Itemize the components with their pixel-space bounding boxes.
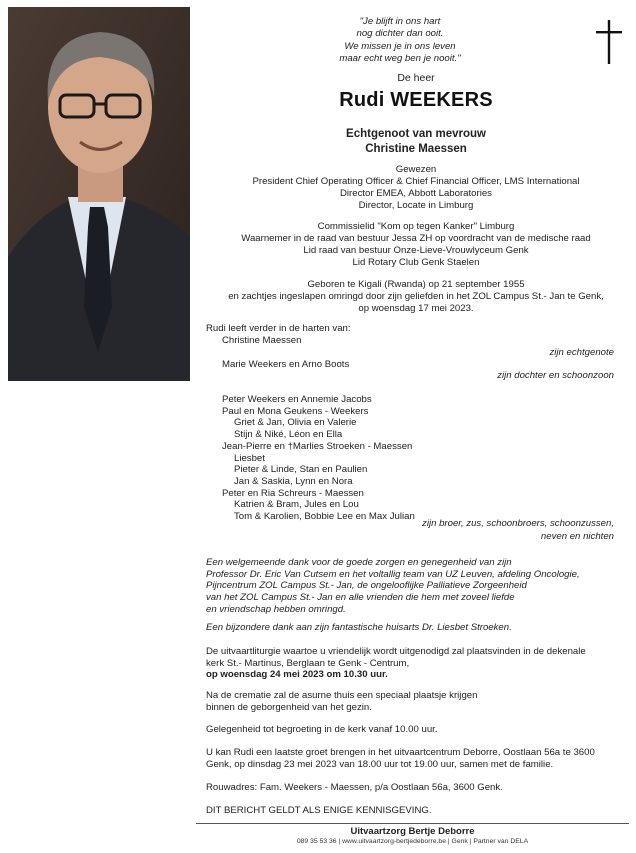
career-line: Director EMEA, Abbott Laboratories [340, 188, 492, 200]
thanks-doctor: Een bijzondere dank aan zijn fantastische huisarts Dr. Liesbet Stroeken. [206, 622, 512, 633]
spouse [205, 127, 627, 157]
function-line: Waarnemer in de raad van bestuur Jessa ZH op voordracht van de medische raad [241, 233, 591, 245]
functions [205, 221, 627, 269]
sibling-line: Tom & Karolien, Bobbie Lee en Max Julian [234, 511, 415, 523]
thanks-paragraph [206, 557, 626, 616]
spouse-line: Christine Maessen [365, 143, 467, 155]
condolence-text: Gelegenheid tot begroeting in de kerk vanaf 10.00 uur. [206, 724, 438, 735]
cremation-line: binnen de geborgenheid van het gezin. [206, 701, 372, 713]
sibling-line: Liesbet [234, 452, 265, 464]
farewell-line: Genk, op dinsdag 23 mei 2023 van 18.00 uur tot 19.00 uur, samen met de familie. [206, 758, 554, 770]
deceased-name: Rudi WEEKERS [339, 89, 493, 111]
footer-contact: 089 35 53 36 | www.uitvaartzorg-bertjedeborre.be | Genk | Partner van DELA [296, 838, 529, 845]
quote-line: maar echt weg ben je nooit." [339, 52, 461, 64]
birth-line: en zachtjes ingeslapen omringd door zijn geliefden in het ZOL Campus St.- Jan te Genk, [228, 291, 604, 303]
birth-death [205, 279, 627, 315]
cremation-paragraph [206, 690, 626, 713]
sibling-line: Katrien & Bram, Jules en Lou [234, 499, 359, 511]
thanks-line: Een welgemeende dank voor de goede zorgen en genegenheid van zijn [206, 557, 512, 568]
thanks-line: en vriendschap hebben omringd. [206, 603, 346, 615]
career-line: President Chief Operating Officer & Chief Financial Officer, LMS International [252, 176, 580, 188]
salutation: De heer [397, 72, 435, 84]
function-line: Lid raad van bestuur Onze-Lieve-Vrouwlyceum Genk [303, 245, 529, 257]
spouse-line: Echtgenoot van mevrouw [346, 128, 486, 140]
thanks-line: Professor Dr. Eric Van Cutsem en het voltallig team van UZ Leuven, afdeling Oncologie, [206, 568, 580, 580]
siblings-role-line: zijn broer, zus, schoonbroers, schoonzussen, [422, 518, 614, 529]
sibling-line: Stijn & Niké, Léon en Ella [234, 429, 343, 441]
career-line: Gewezen [395, 164, 437, 175]
funeral-line: De uitvaartliturgie waartoe u vriendelijk wordt uitgenodigd zal plaatsvinden in de dekenale [206, 646, 586, 657]
siblings-role [380, 518, 614, 543]
cremation-line: Na de crematie zal de asurne thuis een speciaal plaatsje krijgen [206, 690, 478, 701]
career [205, 164, 627, 212]
sibling-line: Jean-Pierre en †Marlies Stroeken - Maessen [222, 440, 413, 452]
birth-line: op woensdag 17 mei 2023. [358, 303, 474, 315]
portrait-photo [8, 7, 190, 381]
sibling-line: Peter en Ria Schreurs - Maessen [222, 487, 364, 499]
family-daughter: Marie Weekers en Arno Boots [222, 359, 350, 370]
quote [300, 16, 500, 65]
footer-divider [196, 823, 629, 824]
function-line: Commissielid "Kom op tegen Kanker" Limburg [317, 221, 515, 232]
farewell-line: U kan Rudi een laatste groet brengen in het uitvaartcentrum Deborre, Oostlaan 56a te 3600 [206, 747, 595, 758]
function-line: Lid Rotary Club Genk Staelen [352, 257, 480, 269]
funeral-date: op woensdag 24 mei 2023 om 10.30 uur. [206, 669, 388, 681]
quote-line: "Je blijft in ons hart [359, 16, 441, 27]
thanks-line: Pijncentrum ZOL Campus St.- Jan, de ongelooflijke Palliatieve Zorgeenheid [206, 580, 527, 592]
thanks-line: van het ZOL Campus St.- Jan en alle vrienden die hem met zoveel liefde [206, 592, 515, 604]
funeral-paragraph [206, 646, 626, 681]
quote-line: We missen je in ons leven [344, 40, 456, 52]
career-line: Director, Locate in Limburg [358, 200, 474, 212]
cross-icon [596, 20, 622, 64]
siblings-role-line: neven en nichten [540, 530, 614, 542]
sibling-line: Peter Weekers en Annemie Jacobs [222, 394, 372, 405]
family-daughter-role: zijn dochter en schoonzoon [497, 370, 614, 381]
birth-line: Geboren te Kigali (Rwanda) op 21 september 1955 [307, 279, 525, 290]
farewell-paragraph [206, 747, 626, 770]
siblings-list [222, 394, 415, 523]
family-wife-role: zijn echtgenote [549, 347, 614, 358]
quote-line: nog dichter dan ooit. [356, 28, 444, 40]
sibling-line: Jan & Saskia, Lynn en Nora [234, 475, 353, 487]
footer-title: Uitvaartzorg Bertje Deborre [350, 826, 475, 837]
family-intro: Rudi leeft verder in de harten van: [206, 323, 351, 334]
family-wife: Christine Maessen [222, 335, 302, 346]
sibling-line: Griet & Jan, Olivia en Valerie [234, 417, 357, 429]
funeral-line: kerk St.- Martinus, Berglaan te Genk - Centrum, [206, 657, 410, 669]
notice: DIT BERICHT GELDT ALS ENIGE KENNISGEVING. [206, 805, 432, 816]
mourning-address: Rouwadres: Fam. Weekers - Maessen, p/a Oostlaan 56a, 3600 Genk. [206, 782, 503, 793]
sibling-line: Pieter & Linde, Stan en Paulien [234, 464, 368, 476]
sibling-line: Paul en Mona Geukens - Weekers [222, 405, 369, 417]
